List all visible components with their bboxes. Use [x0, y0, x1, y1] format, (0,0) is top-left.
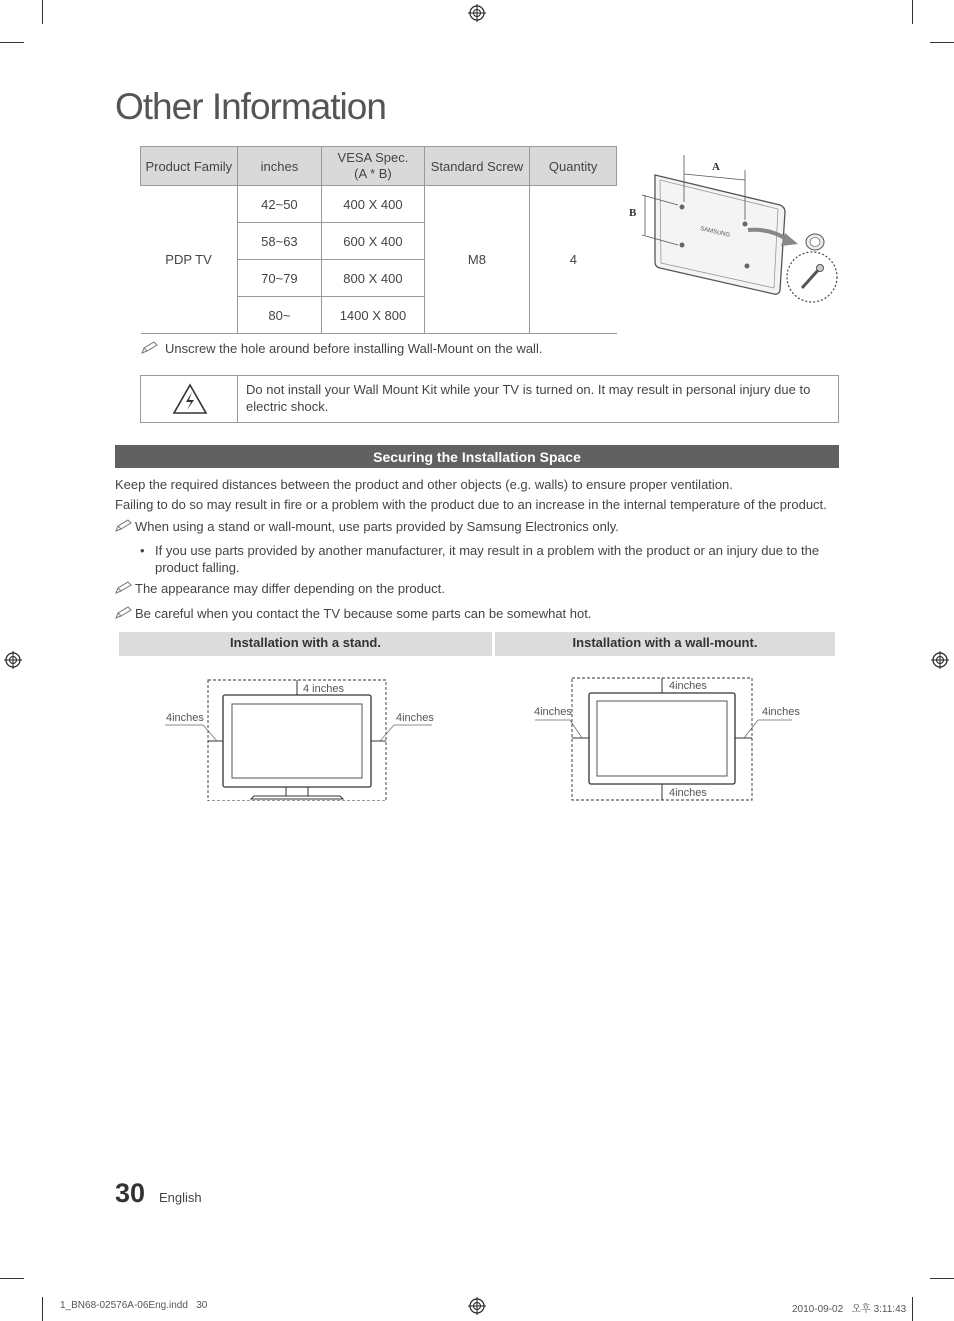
crop-mark	[930, 42, 954, 43]
note-parts	[115, 519, 619, 534]
wall-left-distance: 4inches	[534, 706, 572, 718]
stand-top-distance: 4 inches	[303, 683, 344, 695]
bullet-item	[140, 542, 840, 576]
svg-text:SAMSUNG: SAMSUNG	[699, 226, 731, 239]
note-text: Be careful when you contact the TV because some parts can be somewhat hot.	[135, 606, 592, 621]
table-header: inches	[237, 147, 322, 186]
pencil-note-icon	[115, 519, 133, 533]
pencil-note-icon	[141, 341, 159, 355]
table-cell: 600 X 400	[322, 223, 424, 260]
stand-left-distance: 4inches	[166, 712, 204, 724]
page-number: 30	[115, 1178, 146, 1208]
table-cell: 42~50	[237, 186, 322, 223]
table-cell: 58~63	[237, 223, 322, 260]
page-language: English	[159, 1190, 202, 1205]
page-title: Other Information	[115, 86, 386, 127]
crop-mark	[0, 42, 24, 43]
note-unscrew	[141, 341, 542, 356]
wall-right-distance: 4inches	[762, 706, 800, 718]
note-text: The appearance may differ depending on the product.	[135, 581, 445, 596]
screw-cell: M8	[424, 186, 530, 334]
warning-box	[140, 375, 839, 423]
note-appearance	[115, 581, 445, 596]
crop-mark	[42, 0, 43, 24]
footer-timestamp: 2010-09-02 오후 3:11:43	[792, 1304, 907, 1315]
note-careful	[115, 606, 591, 621]
tv-rear-wall-mount-diagram	[620, 150, 840, 305]
note-text: When using a stand or wall-mount, use parts provided by Samsung Electronics only.	[135, 519, 619, 534]
crop-mark	[0, 1278, 24, 1279]
registration-mark-icon	[931, 651, 949, 669]
warning-icon-cell	[141, 376, 238, 422]
table-cell: 1400 X 800	[322, 297, 424, 334]
warning-text: Do not install your Wall Mount Kit while your TV is turned on. It may result in personal injury due to electric shock.	[246, 382, 811, 414]
registration-mark-icon	[468, 1297, 486, 1315]
table-row	[141, 186, 617, 223]
table-cell: 800 X 400	[322, 260, 424, 297]
crop-mark	[912, 1297, 913, 1321]
install-stand-heading: Installation with a stand.	[119, 632, 492, 656]
section-heading: Securing the Installation Space	[115, 445, 839, 468]
dimension-b-label: B	[629, 207, 637, 219]
quantity-cell: 4	[530, 186, 617, 334]
electric-shock-warning-icon	[172, 383, 208, 415]
stand-right-distance: 4inches	[396, 712, 434, 724]
table-header: Standard Screw	[424, 147, 530, 186]
pencil-note-icon	[115, 606, 133, 620]
stand-installation-diagram	[160, 676, 440, 801]
product-family-cell: PDP TV	[141, 186, 238, 334]
table-header: Quantity	[530, 147, 617, 186]
wall-top-distance: 4inches	[669, 680, 707, 692]
bullet-text: If you use parts provided by another manufacturer, it may result in a problem with the product or an injury due to the product falling.	[155, 543, 820, 575]
table-cell: 70~79	[237, 260, 322, 297]
registration-mark-icon	[468, 4, 486, 22]
table-cell: 80~	[237, 297, 322, 334]
crop-mark	[42, 1297, 43, 1321]
wall-bottom-distance: 4inches	[669, 787, 707, 799]
bullet-dot: •	[140, 543, 145, 558]
paragraph: Failing to do so may result in fire or a problem with the product due to an increase in the internal temperature of the product.	[115, 497, 827, 512]
wall-installation-diagram	[530, 676, 805, 804]
note-text: Unscrew the hole around before installing Wall-Mount on the wall.	[165, 341, 543, 356]
table-cell: 400 X 400	[322, 186, 424, 223]
pencil-note-icon	[115, 581, 133, 595]
install-wall-heading: Installation with a wall-mount.	[495, 632, 835, 656]
dimension-a-label: A	[712, 161, 720, 173]
table-header: Product Family	[141, 147, 238, 186]
footer-filename: 1_BN68-02576A-06Eng.indd 30	[60, 1300, 208, 1311]
paragraph: Keep the required distances between the product and other objects (e.g. walls) to ensure proper ventilation.	[115, 477, 733, 492]
registration-mark-icon	[4, 651, 22, 669]
table-header: VESA Spec. (A * B)	[322, 147, 424, 186]
vesa-spec-table	[140, 146, 617, 334]
crop-mark	[912, 0, 913, 24]
crop-mark	[930, 1278, 954, 1279]
